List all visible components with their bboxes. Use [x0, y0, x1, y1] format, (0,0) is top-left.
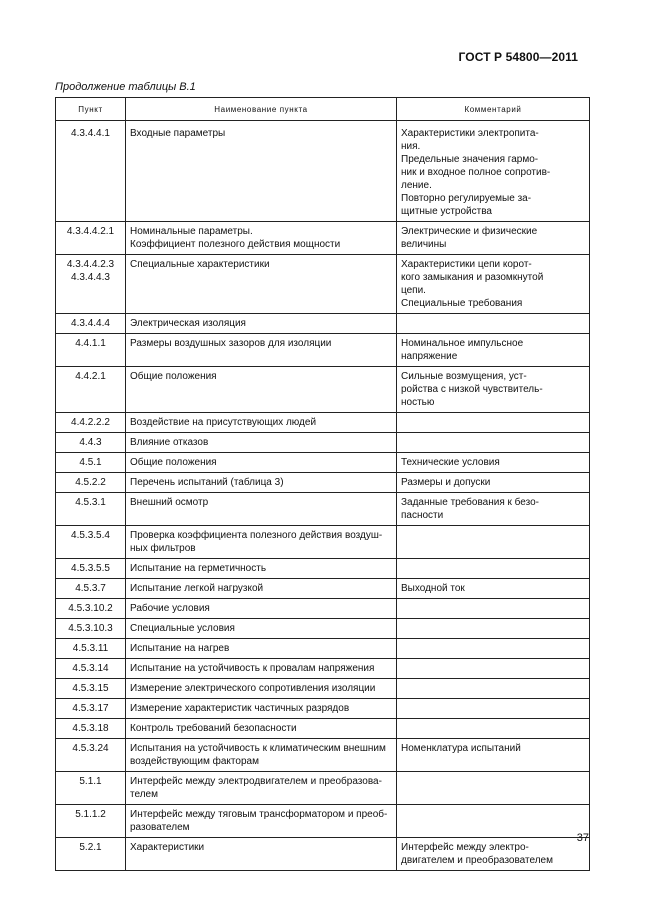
cell-item-number: 4.5.3.24 [56, 739, 126, 772]
table-row [56, 314, 590, 334]
cell-comment [397, 805, 590, 838]
table-row [56, 739, 590, 772]
cell-item-number: 4.5.2.2 [56, 473, 126, 493]
table-row [56, 772, 590, 805]
cell-comment: Электрические и физические величины [397, 222, 590, 255]
cell-item-name: Испытание легкой нагрузкой [126, 579, 397, 599]
cell-comment: Размеры и допуски [397, 473, 590, 493]
cell-comment [397, 639, 590, 659]
cell-item-number: 4.4.3 [56, 433, 126, 453]
cell-item-number: 4.5.3.10.2 [56, 599, 126, 619]
cell-comment: Характеристики цепи корот- кого замыкания и разомкнутой цепи. Специальные требования [397, 255, 590, 314]
table-row [56, 255, 590, 314]
cell-item-name: Специальные характеристики [126, 255, 397, 314]
cell-item-name: Влияние отказов [126, 433, 397, 453]
cell-comment [397, 719, 590, 739]
table-row [56, 559, 590, 579]
cell-comment: Сильные возмущения, уст- ройства с низкой чувствитель- ностью [397, 367, 590, 413]
column-header-item: Пункт [56, 98, 126, 121]
cell-item-number: 4.5.3.5.5 [56, 559, 126, 579]
cell-comment: Интерфейс между электро- двигателем и преобразователем [397, 838, 590, 871]
cell-comment [397, 559, 590, 579]
table-row [56, 453, 590, 473]
column-header-name: Наименование пункта [126, 98, 397, 121]
cell-item-name: Воздействие на присутствующих людей [126, 413, 397, 433]
cell-item-number: 5.1.1.2 [56, 805, 126, 838]
table-row [56, 838, 590, 871]
cell-item-number: 4.3.4.4.2.1 [56, 222, 126, 255]
table-row [56, 121, 590, 222]
cell-item-name: Номинальные параметры. Коэффициент полезного действия мощности [126, 222, 397, 255]
cell-item-number: 4.5.3.7 [56, 579, 126, 599]
table-row [56, 659, 590, 679]
cell-item-name: Интерфейс между электродвигателем и преобразова- телем [126, 772, 397, 805]
table-row [56, 719, 590, 739]
cell-item-number: 4.5.1 [56, 453, 126, 473]
cell-item-number: 4.5.3.15 [56, 679, 126, 699]
cell-item-name: Специальные условия [126, 619, 397, 639]
table-header-row [56, 98, 590, 121]
cell-comment [397, 413, 590, 433]
cell-comment [397, 314, 590, 334]
table-body [56, 121, 590, 871]
spec-table [55, 97, 590, 871]
table-row [56, 367, 590, 413]
page-number: 37 [576, 832, 589, 844]
cell-item-name: Измерение характеристик частичных разрядов [126, 699, 397, 719]
cell-comment [397, 599, 590, 619]
cell-item-number: 4.3.4.4.1 [56, 121, 126, 222]
cell-comment: Заданные требования к безо- пасности [397, 493, 590, 526]
cell-item-name: Испытание на герметичность [126, 559, 397, 579]
table-row [56, 526, 590, 559]
cell-comment [397, 619, 590, 639]
cell-comment [397, 772, 590, 805]
cell-item-name: Перечень испытаний (таблица 3) [126, 473, 397, 493]
table-row [56, 493, 590, 526]
cell-comment: Номенклатура испытаний [397, 739, 590, 772]
cell-item-number: 4.5.3.11 [56, 639, 126, 659]
table-row [56, 579, 590, 599]
cell-item-name: Внешний осмотр [126, 493, 397, 526]
cell-item-number: 4.5.3.5.4 [56, 526, 126, 559]
cell-item-number: 4.5.3.10.3 [56, 619, 126, 639]
cell-item-name: Общие положения [126, 453, 397, 473]
table-row [56, 433, 590, 453]
table-row [56, 413, 590, 433]
cell-item-name: Характеристики [126, 838, 397, 871]
cell-item-number: 4.5.3.18 [56, 719, 126, 739]
cell-item-number: 5.1.1 [56, 772, 126, 805]
cell-comment [397, 699, 590, 719]
cell-comment: Номинальное импульсное напряжение [397, 334, 590, 367]
cell-item-name: Измерение электрического сопротивления изоляции [126, 679, 397, 699]
table-row [56, 222, 590, 255]
column-header-comment: Комментарий [397, 98, 590, 121]
cell-item-number: 4.4.2.2.2 [56, 413, 126, 433]
table-row [56, 699, 590, 719]
cell-item-name: Входные параметры [126, 121, 397, 222]
table-row [56, 334, 590, 367]
cell-item-name: Испытание на устойчивость к провалам напряжения [126, 659, 397, 679]
cell-item-name: Общие положения [126, 367, 397, 413]
cell-item-number: 4.5.3.1 [56, 493, 126, 526]
table-row [56, 619, 590, 639]
cell-item-name: Контроль требований безопасности [126, 719, 397, 739]
cell-item-number: 4.4.2.1 [56, 367, 126, 413]
cell-comment: Технические условия [397, 453, 590, 473]
cell-item-number: 4.5.3.14 [56, 659, 126, 679]
cell-item-number: 4.4.1.1 [56, 334, 126, 367]
cell-item-number: 5.2.1 [56, 838, 126, 871]
cell-item-number: 4.3.4.4.4 [56, 314, 126, 334]
table-row [56, 679, 590, 699]
cell-comment: Характеристики электропита- ния. Предельные значения гармо- ник и входное полное сопротив- ление. Повторно регулируемые за- щитные устройства [397, 121, 590, 222]
cell-comment [397, 433, 590, 453]
document-code: ГОСТ Р 54800—2011 [458, 50, 578, 64]
table-row [56, 599, 590, 619]
table-row [56, 639, 590, 659]
cell-item-name: Размеры воздушных зазоров для изоляции [126, 334, 397, 367]
cell-item-name: Рабочие условия [126, 599, 397, 619]
cell-item-number: 4.3.4.4.2.3 4.3.4.4.3 [56, 255, 126, 314]
cell-comment [397, 659, 590, 679]
cell-item-name: Интерфейс между тяговым трансформатором и преоб- разователем [126, 805, 397, 838]
table-row [56, 805, 590, 838]
table-row [56, 473, 590, 493]
cell-comment [397, 526, 590, 559]
cell-comment: Выходной ток [397, 579, 590, 599]
cell-comment [397, 679, 590, 699]
cell-item-name: Испытания на устойчивость к климатическим внешним воздействующим факторам [126, 739, 397, 772]
cell-item-name: Электрическая изоляция [126, 314, 397, 334]
cell-item-name: Проверка коэффициента полезного действия воздуш- ных фильтров [126, 526, 397, 559]
table-caption: Продолжение таблицы В.1 [55, 81, 196, 93]
cell-item-number: 4.5.3.17 [56, 699, 126, 719]
cell-item-name: Испытание на нагрев [126, 639, 397, 659]
